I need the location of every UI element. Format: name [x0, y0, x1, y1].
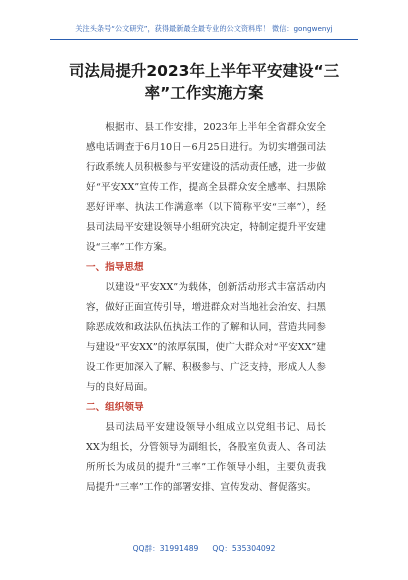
section-heading-organization: 二、组织领导 [86, 402, 144, 413]
section-1-paragraph: 以建设“平安XX”为载体，创新活动形式丰富活动内容，做好正面宣传引导，增进群众对当地社会治安、扫黑除恶成效和政法队伍执法工作的了解和认同，营造共同参与建设“平安XX”的浓厚氛围，使广大群众对“平安XX”建设工作更加深入了解、积极参与、广泛支持，形成人人参与的良好局面。 [86, 282, 326, 393]
section-heading-guiding-ideology: 一、指导思想 [86, 262, 144, 273]
footer-qq: QQ：535304092 [212, 544, 276, 553]
banner-text: 关注头条号“公文研究”，获得最新最全最专业的公文资料库！ 微信：gongwenyj [75, 24, 333, 33]
document-title [60, 60, 348, 104]
footer-qq-group: QQ群：31991489 [132, 544, 199, 553]
section-2-paragraph: 县司法局平安建设领导小组成立以党组书记、局长XX为组长，分管领导为副组长，各股室负责人、各司法所所长为成员的提升“三率”工作领导小组，主要负责我局提升“三率”工作的部署安排、宣传发动、督促落实。 [86, 422, 326, 493]
intro-paragraph: 根据市、县工作安排，2023年上半年全省群众安全感电话调查于6月10日－6月25日进行。为切实增强司法行政系统人员积极参与平安建设的活动责任感，进一步做好“平安XX”宣传工作，提高全县群众安全感率、扫黑除恶好评率、执法工作满意率（以下简称平安“三率”），经县司法局平安建设领导小组研究决定，特制定提升平安建设“三率”工作方案。 [86, 122, 326, 253]
document-body [86, 118, 326, 498]
footer-contact [0, 543, 408, 555]
title-line-1: 司法局提升2023年上半年平安建设“三 [68, 62, 340, 80]
title-line-2: 率”工作实施方案 [144, 84, 264, 102]
top-promo-banner [50, 20, 358, 40]
